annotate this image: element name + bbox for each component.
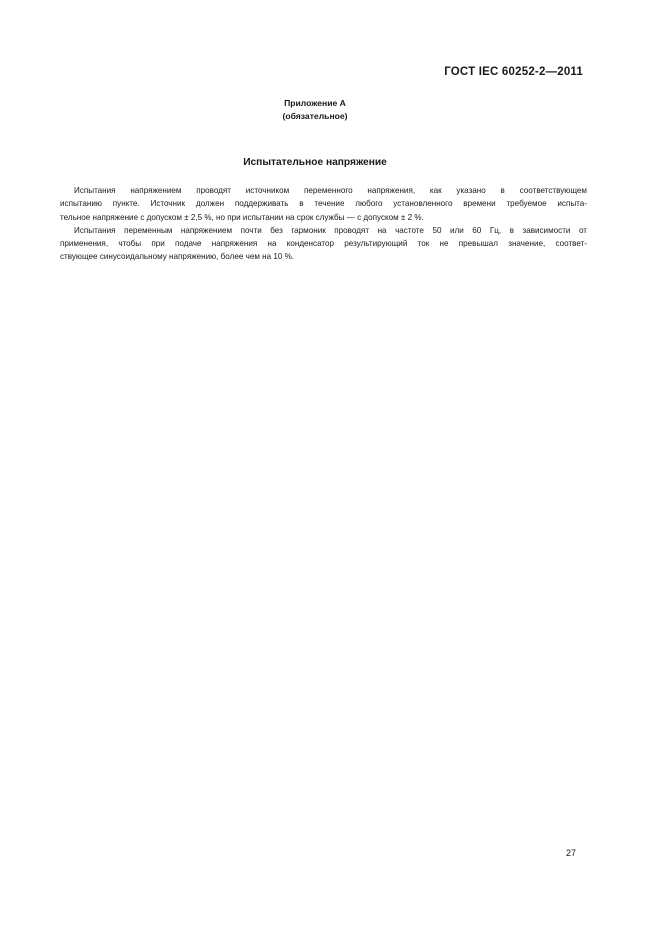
document-code: ГОСТ IEC 60252-2—2011 <box>444 66 583 78</box>
body-text <box>60 184 587 264</box>
appendix-title: Приложение А <box>284 98 346 108</box>
paragraph <box>60 184 587 224</box>
page-number: 27 <box>565 848 576 858</box>
text-line: Испытания напряжением проводят источником переменного напряжения, как указано в соответствующем <box>74 186 587 195</box>
text-line: ствующее синусоидальному напряжению, более чем на 10 %. <box>60 252 295 262</box>
text-line: испытанию пункте. Источник должен поддерживать в течение любого установленного времени требуемое испыта- <box>60 199 587 209</box>
appendix-status: (обязательное) <box>282 111 348 121</box>
appendix-heading <box>0 97 630 123</box>
paragraph <box>60 224 587 264</box>
text-line: применения, чтобы при подаче напряжения на конденсатор результирующий ток не превышал значение, соответ- <box>60 239 587 249</box>
text-line: тельное напряжение с допуском ± 2,5 %, но при испытании на срок службы — с допуском ± 2 %. <box>60 212 424 222</box>
section-title: Испытательное напряжение <box>243 157 387 168</box>
text-line: Испытания переменным напряжением почти без гармоник проводят на частоте 50 или 60 Гц, в зависимости от <box>74 225 587 235</box>
